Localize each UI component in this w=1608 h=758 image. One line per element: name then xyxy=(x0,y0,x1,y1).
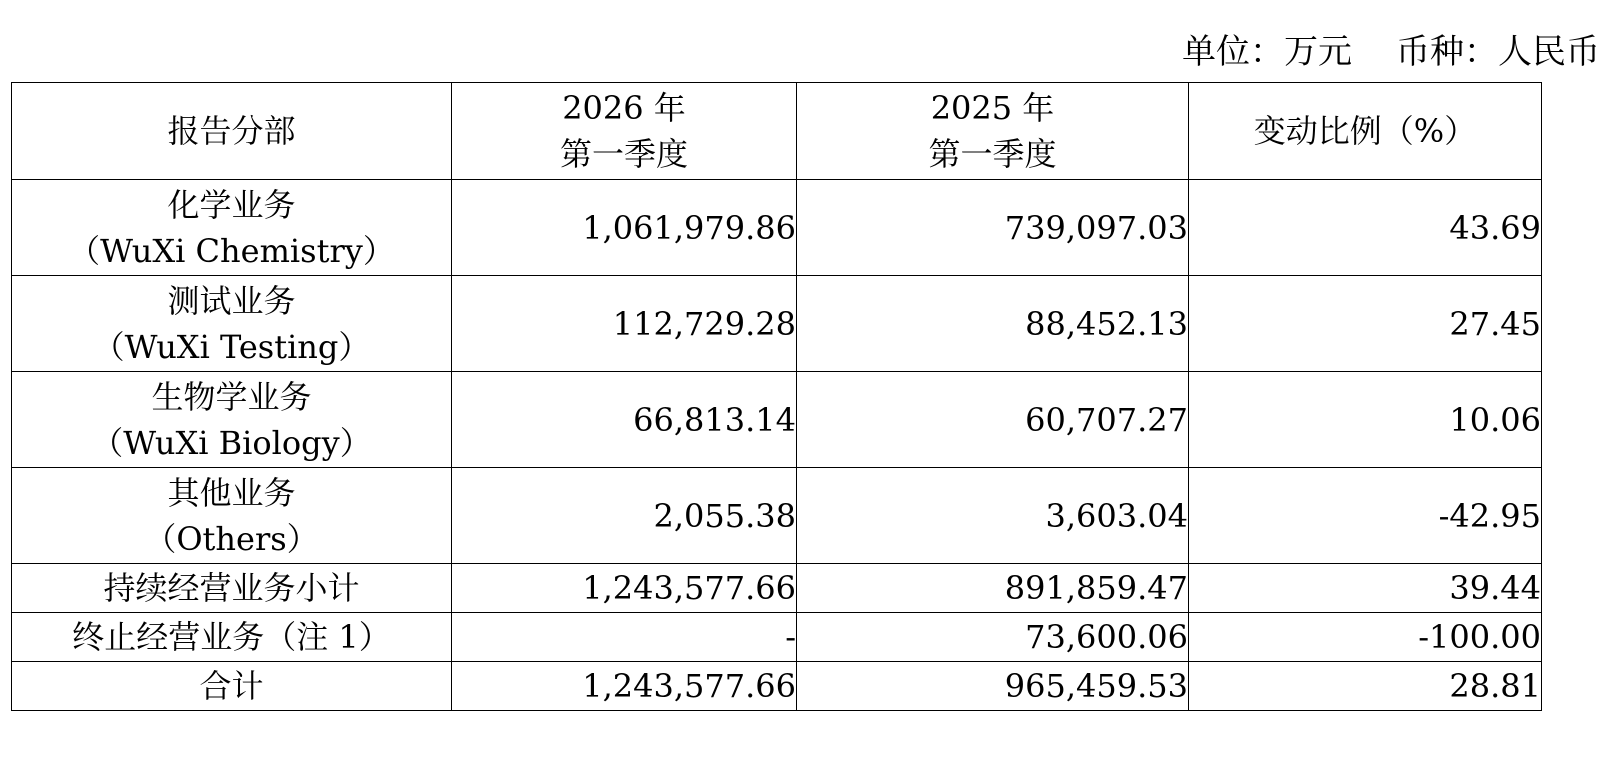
table-row xyxy=(12,372,1542,468)
header-current-period xyxy=(452,83,797,180)
total-row xyxy=(12,662,1542,711)
header-prior-year: 2025 年 xyxy=(930,89,1055,127)
prior-value: 891,859.47 xyxy=(797,564,1189,613)
current-value: - xyxy=(452,613,797,662)
segment-cell xyxy=(12,180,452,276)
header-prior-quarter: 第一季度 xyxy=(928,135,1057,173)
table-row xyxy=(12,468,1542,564)
segment-name: 合计 xyxy=(12,662,452,711)
unit-label: 单位：万元 xyxy=(1182,32,1352,72)
unit-currency-note xyxy=(1182,30,1600,74)
prior-value: 60,707.27 xyxy=(797,372,1189,468)
current-value: 2,055.38 xyxy=(452,468,797,564)
segment-name: 生物学业务 xyxy=(151,377,312,416)
change-value: 28.81 xyxy=(1189,662,1542,711)
segment-english-name: （Others） xyxy=(144,519,319,558)
prior-value: 739,097.03 xyxy=(797,180,1189,276)
segment-name: 持续经营业务小计 xyxy=(12,564,452,613)
current-value: 1,061,979.86 xyxy=(452,180,797,276)
prior-value: 965,459.53 xyxy=(797,662,1189,711)
prior-value: 88,452.13 xyxy=(797,276,1189,372)
change-value: 10.06 xyxy=(1189,372,1542,468)
current-value: 1,243,577.66 xyxy=(452,564,797,613)
segment-name: 化学业务 xyxy=(167,185,296,224)
header-row xyxy=(12,83,1542,180)
currency-label: 币种：人民币 xyxy=(1396,32,1600,72)
change-value: -100.00 xyxy=(1189,613,1542,662)
discontinued-row xyxy=(12,613,1542,662)
segment-english-name: （WuXi Biology） xyxy=(91,423,372,462)
table-row xyxy=(12,276,1542,372)
segment-cell xyxy=(12,372,452,468)
change-value: 27.45 xyxy=(1189,276,1542,372)
header-segment: 报告分部 xyxy=(12,83,452,180)
segment-cell xyxy=(12,276,452,372)
segment-revenue-table xyxy=(11,82,1542,711)
header-prior-period xyxy=(797,83,1189,180)
current-value: 1,243,577.66 xyxy=(452,662,797,711)
table-row xyxy=(12,180,1542,276)
header-change: 变动比例（%） xyxy=(1189,83,1542,180)
segment-name: 其他业务 xyxy=(167,473,296,512)
prior-value: 73,600.06 xyxy=(797,613,1189,662)
header-current-quarter: 第一季度 xyxy=(559,135,688,173)
segment-cell xyxy=(12,468,452,564)
header-current-year: 2026 年 xyxy=(562,89,686,127)
segment-name: 测试业务 xyxy=(167,281,296,320)
segment-english-name: （WuXi Chemistry） xyxy=(68,231,395,270)
change-value: 43.69 xyxy=(1189,180,1542,276)
segment-name: 终止经营业务（注 1） xyxy=(12,613,452,662)
change-value: 39.44 xyxy=(1189,564,1542,613)
subtotal-row xyxy=(12,564,1542,613)
change-value: -42.95 xyxy=(1189,468,1542,564)
current-value: 66,813.14 xyxy=(452,372,797,468)
current-value: 112,729.28 xyxy=(452,276,797,372)
prior-value: 3,603.04 xyxy=(797,468,1189,564)
segment-english-name: （WuXi Testing） xyxy=(92,327,371,366)
